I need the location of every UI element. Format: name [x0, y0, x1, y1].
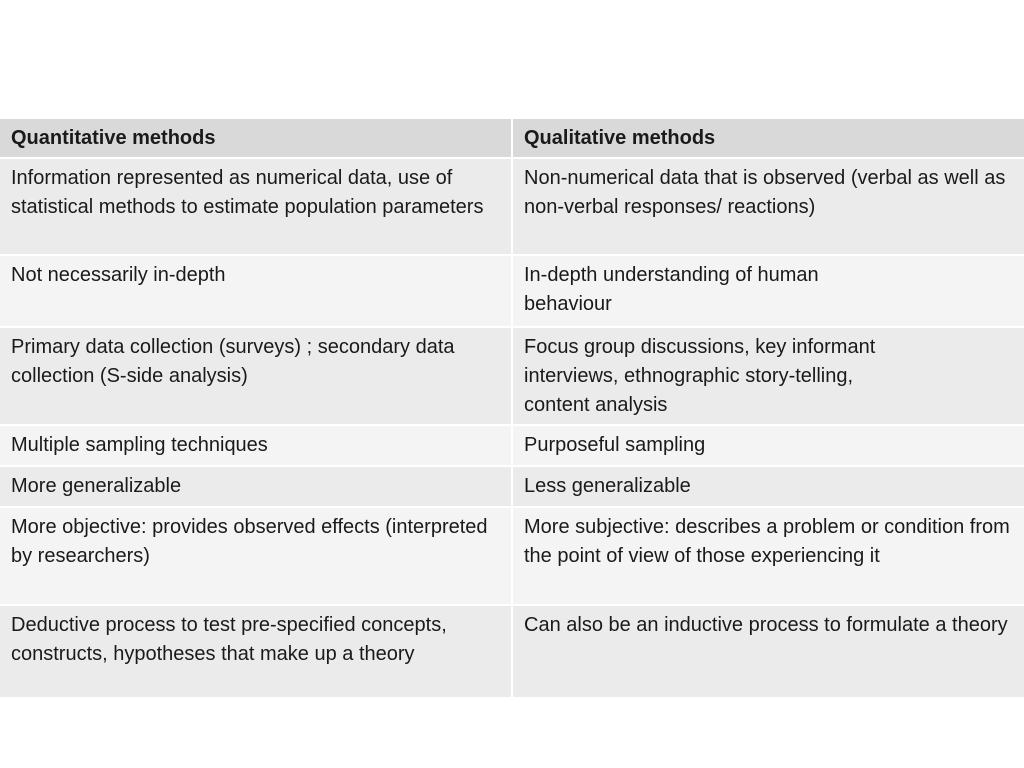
table-row: [0, 606, 1024, 699]
quantitative-cell: Deductive process to test pre-specified concepts, constructs, hypotheses that make up a theory: [0, 606, 511, 699]
quantitative-cell: More generalizable: [0, 467, 511, 508]
quantitative-cell: Multiple sampling techniques: [0, 426, 511, 467]
table-row: [0, 159, 1024, 256]
table-row: [0, 328, 1024, 426]
quantitative-cell: Not necessarily in-depth: [0, 256, 511, 328]
header-qualitative: Qualitative methods: [511, 119, 1024, 159]
qualitative-cell: Can also be an inductive process to formulate a theory: [511, 606, 1024, 699]
quantitative-cell: Primary data collection (surveys) ; secondary data collection (S-side analysis): [0, 328, 511, 426]
qualitative-cell: In-depth understanding of human behaviour: [511, 256, 1024, 328]
qualitative-cell: More subjective: describes a problem or condition from the point of view of those experiencing it: [511, 508, 1024, 606]
qualitative-cell: Purposeful sampling: [511, 426, 1024, 467]
header-quantitative: Quantitative methods: [0, 119, 511, 159]
comparison-table: [0, 119, 1024, 699]
table-row: [0, 508, 1024, 606]
table-row: [0, 467, 1024, 508]
table-row: [0, 256, 1024, 328]
table-row: [0, 426, 1024, 467]
quantitative-cell: More objective: provides observed effects (interpreted by researchers): [0, 508, 511, 606]
qualitative-cell: Non-numerical data that is observed (verbal as well as non-verbal responses/ reactions): [511, 159, 1024, 256]
table-header-row: [0, 119, 1024, 159]
quantitative-cell: Information represented as numerical data, use of statistical methods to estimate population parameters: [0, 159, 511, 256]
qualitative-cell: Less generalizable: [511, 467, 1024, 508]
qualitative-cell: Focus group discussions, key informant interviews, ethnographic story-telling, content analysis: [511, 328, 1024, 426]
